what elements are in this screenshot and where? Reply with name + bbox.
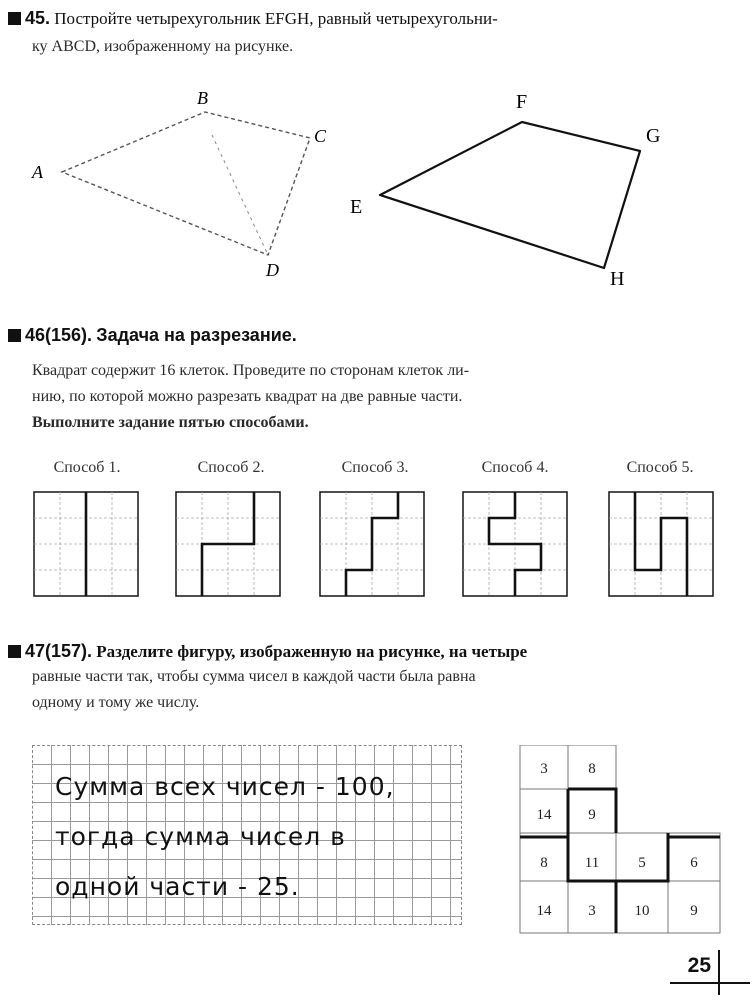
method-5-grid bbox=[609, 492, 713, 596]
task46-title: Задача на разрезание. bbox=[96, 325, 297, 345]
task47-text bbox=[32, 664, 476, 716]
task46-number: 46(156). bbox=[25, 325, 93, 345]
method-1-label: Способ 1. bbox=[53, 459, 121, 476]
figure-number: 6 bbox=[690, 855, 698, 871]
number-figure bbox=[510, 745, 730, 945]
task47-number: 47(157). bbox=[25, 641, 93, 661]
method-4-cut-line bbox=[489, 492, 541, 596]
task45-number: 45. bbox=[25, 8, 51, 28]
page-number: 25 bbox=[687, 954, 711, 977]
task47-line3: одному и тому же числу. bbox=[32, 694, 200, 711]
label-f: F bbox=[516, 91, 528, 113]
method-4-label: Способ 4. bbox=[481, 459, 549, 476]
task46-text bbox=[32, 358, 469, 436]
task47-heading bbox=[8, 638, 527, 665]
answer-line1: Сумма всех чисел - 100, bbox=[55, 772, 395, 801]
figure-number: 11 bbox=[584, 855, 600, 871]
figure-number: 9 bbox=[690, 903, 698, 919]
task-marker-icon bbox=[8, 12, 21, 25]
task-marker-icon bbox=[8, 329, 21, 342]
task46-line2: нию, по которой можно разрезать квадрат на две равные части. bbox=[32, 388, 463, 405]
label-c: C bbox=[314, 126, 327, 146]
method-3-label: Способ 3. bbox=[341, 459, 409, 476]
label-a: A bbox=[32, 162, 43, 182]
quadrilateral-efgh-figure bbox=[340, 80, 680, 295]
quadrilateral-abcd-figure bbox=[20, 80, 350, 280]
method-2-grid bbox=[176, 492, 280, 596]
quadrilateral-efgh bbox=[380, 122, 640, 268]
method-5-label: Способ 5. bbox=[626, 459, 694, 476]
task47-line2: равные части так, чтобы сумма чисел в каждой части была равна bbox=[32, 668, 476, 685]
answer-line2: тогда сумма чисел в bbox=[55, 822, 346, 851]
label-d: D bbox=[266, 260, 279, 280]
figure-number: 3 bbox=[540, 761, 548, 777]
abcd-diagonal bbox=[212, 135, 268, 255]
figure-number: 14 bbox=[536, 807, 552, 823]
task46-heading bbox=[8, 322, 297, 349]
page-number-rule bbox=[670, 982, 750, 984]
figure-number: 8 bbox=[588, 761, 596, 777]
task-marker-icon bbox=[8, 645, 21, 658]
task45-text-line2: ку ABCD, изображенному на рисунке. bbox=[32, 38, 294, 55]
task46-line1: Квадрат содержит 16 клеток. Проведите по сторонам клеток ли- bbox=[32, 362, 470, 379]
figure-number: 14 bbox=[536, 903, 552, 919]
task45-text-line1: Постройте четырехугольник EFGH, равный четырехугольни- bbox=[54, 9, 498, 28]
method-3-grid bbox=[320, 492, 424, 596]
figure-number: 3 bbox=[588, 903, 596, 919]
label-b: B bbox=[197, 88, 208, 108]
figure-number: 5 bbox=[638, 855, 646, 871]
figure-number: 9 bbox=[588, 807, 596, 823]
label-h: H bbox=[610, 268, 625, 290]
label-g: G bbox=[646, 125, 661, 147]
figure-number: 10 bbox=[634, 903, 650, 919]
method-4-grid bbox=[463, 492, 567, 596]
page-number-tick bbox=[718, 950, 720, 995]
method-1-grid bbox=[34, 492, 138, 596]
quadrilateral-abcd bbox=[62, 112, 310, 255]
task46-line3: Выполните задание пятью способами. bbox=[32, 414, 309, 431]
task47-line1: Разделите фигуру, изображенную на рисунке, на четыре bbox=[96, 642, 528, 661]
method-2-label: Способ 2. bbox=[197, 459, 265, 476]
cutting-grids bbox=[0, 485, 755, 600]
figure-number: 8 bbox=[540, 855, 548, 871]
division-line bbox=[568, 789, 668, 881]
answer-notebook-grid bbox=[32, 745, 462, 925]
answer-line3: одной части - 25. bbox=[55, 872, 300, 901]
task45-heading bbox=[8, 5, 498, 32]
label-e: E bbox=[350, 196, 363, 218]
